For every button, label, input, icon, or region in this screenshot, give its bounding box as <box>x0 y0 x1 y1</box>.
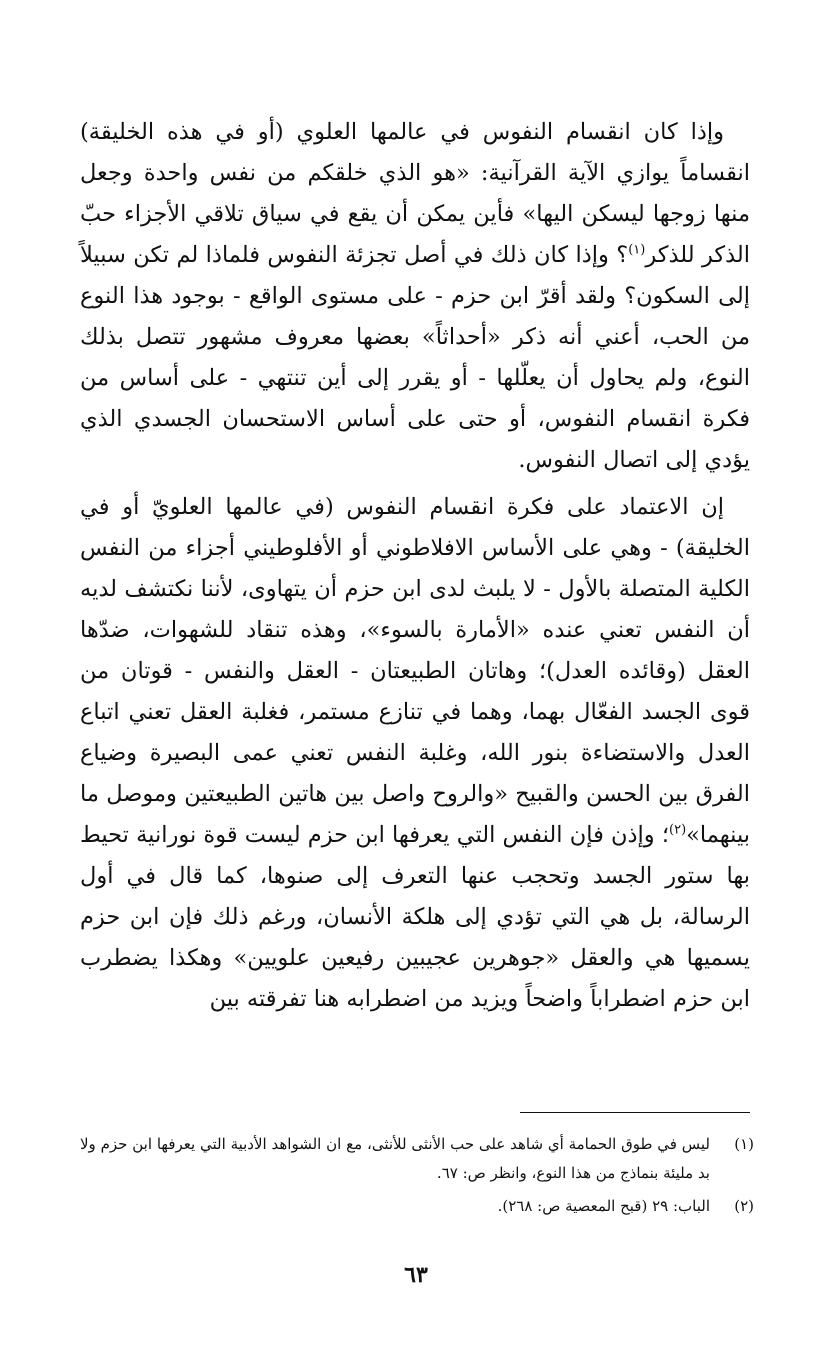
paragraph-2-text-b: ؛ وإذن فإن النفس التي يعرفها ابن حزم ليست قوة نورانية تحيط بها ستور الجسد وتحجب عنها التعرف إلى صنوها، كما قال في أول الرسالة، بل هي التي تؤدي إلى هلكة الأنسان، ورغم ذلك فإن ابن حزم يسميها هي والعقل «جوهرين عجيبين رفيعين علويين» وهكذا يضطرب ابن حزم اضطراباً واضحاً ويزيد من اضطرابه هنا تفرقته بين <box>80 822 750 1012</box>
paragraph-1-text-a: وإذا كان انقسام النفوس في عالمها العلوي (أو في هذه الخليقة) انقساماً يوازي الآية القرآنية: «هو الذي خلقكم من نفس واحدة وجعل منها زوجها ليسكن اليها» فأين يمكن أن يقع في سياق تلاقي الأجزاء حبّ الذكر للذكر <box>80 119 751 268</box>
main-text <box>80 112 750 1026</box>
page-number: ٦٣ <box>404 1262 428 1288</box>
paragraph-2 <box>80 487 750 1020</box>
footnote-1-mark: (١) <box>734 1135 754 1153</box>
footnote-1 <box>80 1130 754 1188</box>
paragraph-1 <box>80 112 750 481</box>
footnote-separator <box>520 1112 750 1113</box>
footnote-ref-2: (٢) <box>669 822 687 838</box>
footnote-2-mark: (٢) <box>734 1197 754 1215</box>
footnote-1-text: ليس في طوق الحمامة أي شاهد على حب الأنثى للأنثى، مع ان الشواهد الأدبية التي يعرفها ابن حزم ولا بد مليئة بنماذج من هذا النوع، وانظر ص: ٦٧. <box>80 1135 710 1182</box>
footnote-2 <box>80 1192 754 1221</box>
footnotes <box>80 1130 754 1225</box>
footnote-ref-1: (١) <box>628 242 646 258</box>
paragraph-2-text-a: إن الاعتماد على فكرة انقسام النفوس (في عالمها العلويّ أو في الخليقة) - وهي على الأساس الافلاطوني أو الأفلوطيني أجزاء من النفس الكلية المتصلة بالأول - لا يلبث لدى ابن حزم أن يتهاوى، لأننا نكتشف لديه أن النفس تعني عنده «الأمارة بالسوء»، وهذه تنقاد للشهوات، ضدّها العقل (وقائده العدل)؛ وهاتان الطبيعتان - العقل والنفس - قوتان من قوى الجسد الفعّال بهما، وهما في تنازع مستمر، فغلبة العقل تعني اتباع العدل والاستضاءة بنور الله، وغلبة النفس تعني عمى البصيرة وضياع الفرق بين الحسن والقبيح «والروح واصل بين هاتين الطبيعتين وموصل ما بينهما» <box>80 494 750 848</box>
footnote-2-text: الباب: ٢٩ (قبح المعصية ص: ٢٦٨). <box>497 1197 710 1215</box>
paragraph-1-text-b: ؟ وإذا كان ذلك في أصل تجزئة النفوس فلماذا لم تكن سبيلاً إلى السكون؟ ولقد أقرّ ابن حزم - على مستوى الواقع - بوجود هذا النوع من الحب، أعني أنه ذكر «أحداثاً» بعضها معروف مشهور تتصل بذلك النوع، ولم يحاول أن يعلّلها - أو يقرر إلى أين تنتهي - على أساس من فكرة انقسام النفوس، أو حتى على أساس الاستحسان الجسدي الذي يؤدي إلى اتصال النفوس. <box>80 242 751 473</box>
